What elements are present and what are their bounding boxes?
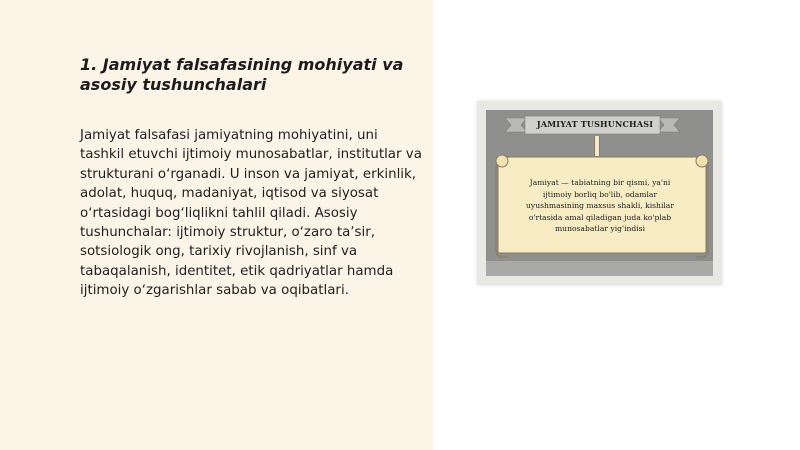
slide-body-text: Jamiyat falsafasi jamiyatning mohiyatini, uni tashkil etuvchi ijtimoiy munosabatlar, institutlar va strukturani oʻrganadi. U inson va jamiyat, erkinlik, adolat, huquq, madaniyat, iqtisod va siyosat oʻrtasidagi bogʻliqlikni tahlil qiladi. Asosiy tushunchalar: ijtimoiy struktur, oʻzaro taʼsir, sotsiologik ong, tarixiy rivojlanish, sinf va tabaqalanish, identitet, etik qadriyatlar hamda ijtimoiy oʻzgarishlar sabab va oqibatlari. [80,128,422,299]
banner-title: JAMIYAT TUSHUNCHASI [536,119,654,129]
concept-figure [477,101,722,285]
scroll-definition-text: Jamiyat — tabiatning bir qismi, ya'ni ijtimoiy borliq bo'lib, odamlar uyushmasining maxsus shakli, kishilar o'rtasida amal qiladigan juda ko'plab munosabatlar yig'indisi [526,178,674,233]
slide-title: 1. Jamiyat falsafasining mohiyati va asosiy tushunchalari [80,55,404,94]
figure-bottom-strip [486,261,713,276]
